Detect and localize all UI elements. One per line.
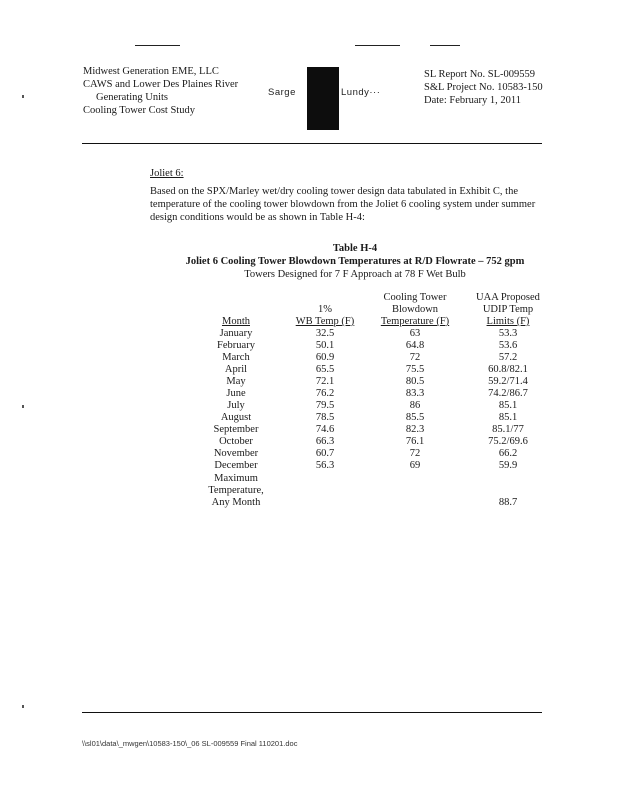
scan-margin-mark: [22, 705, 24, 708]
cell-month: July: [227, 400, 245, 411]
column-header-ct-line1: Cooling Tower: [383, 292, 447, 303]
header-company-block: [83, 65, 238, 117]
cell-wb-temp: 72.1: [315, 376, 335, 387]
intro-paragraph: Based on the SPX/Marley wet/dry cooling tower design data tabulated in Exhibit C, the temperature of the cooling tower blowdown from the Joliet 6 cooling system under summer design conditions would be as shown in Table H-4:: [150, 186, 536, 223]
table-row: [0, 436, 618, 448]
cell-blowdown-temp: 72: [409, 352, 421, 363]
cell-temp-limit: 66.2: [498, 448, 518, 459]
table-row: [0, 460, 618, 472]
cell-temp-limit: 60.8/82.1: [488, 364, 528, 375]
cell-wb-temp: 76.2: [315, 388, 335, 399]
cell-month: February: [217, 340, 255, 351]
cell-temp-limit: 59.2/71.4: [488, 376, 528, 387]
cell-temp-limit: 53.3: [498, 328, 518, 339]
max-label-line3: Any Month: [211, 497, 261, 508]
cell-temp-limit: 85.1/77: [492, 424, 524, 435]
column-header-wb-temp: [285, 304, 365, 328]
table-subtitle: Towers Designed for 7 F Approach at 78 F Wet Bulb: [244, 269, 466, 280]
column-header-uaa-line2: UDIP Temp: [482, 304, 534, 315]
cell-wb-temp: 60.9: [315, 352, 335, 363]
cell-blowdown-temp: 69: [409, 460, 421, 471]
cell-temp-limit: 74.2/86.7: [488, 388, 528, 399]
cell-wb-temp: 50.1: [315, 340, 335, 351]
cell-blowdown-temp: 76.1: [405, 436, 425, 447]
table-row: [0, 376, 618, 388]
column-header-wb-line2: WB Temp (F): [295, 316, 355, 327]
column-header-ct-line3: Temperature (F): [380, 316, 450, 327]
table-row: [0, 352, 618, 364]
cell-temp-limit: 75.2/69.6: [488, 436, 528, 447]
section-heading: Joliet 6:: [150, 168, 184, 179]
cell-month: November: [213, 448, 259, 459]
footer-file-path: \\sl01\data\_mwgen\10583-150\_06 SL-009559 Final 110201.doc: [82, 739, 298, 748]
cell-blowdown-temp: 72: [409, 448, 421, 459]
table-number: Table H-4: [332, 243, 378, 254]
sargent-lundy-logo: [307, 67, 339, 130]
cell-wb-temp: 66.3: [315, 436, 335, 447]
scan-margin-mark: [22, 95, 24, 98]
max-label-line1: Maximum: [214, 473, 258, 484]
cell-month: August: [220, 412, 252, 423]
table-row: [0, 412, 618, 424]
column-header-month: [196, 316, 276, 328]
cell-blowdown-temp: 83.3: [405, 388, 425, 399]
column-header-ct-line2: Blowdown: [391, 304, 439, 315]
cell-month: December: [214, 460, 258, 471]
scan-margin-mark: [22, 405, 24, 408]
top-dash-rule: [355, 45, 400, 46]
header-project: CAWS and Lower Des Plaines River: [83, 79, 239, 90]
table-row: [0, 340, 618, 352]
header-project-number: S&L Project No. 10583-150: [424, 82, 543, 93]
header-report-number: SL Report No. SL-009559: [424, 69, 536, 80]
cell-temp-limit: 85.1: [498, 412, 518, 423]
table-row: [0, 448, 618, 460]
column-header-udip-limits: [468, 292, 548, 328]
column-header-uaa-line3: Limits (F): [486, 316, 530, 327]
cell-blowdown-temp: 63: [409, 328, 421, 339]
logo-text-left: Sarge: [268, 87, 296, 98]
header-units: Generating Units: [96, 92, 169, 103]
cell-month: October: [219, 436, 253, 447]
header-company: Midwest Generation EME, LLC: [83, 66, 219, 77]
cell-wb-temp: 65.5: [315, 364, 335, 375]
table-row: [0, 328, 618, 340]
table-title: Joliet 6 Cooling Tower Blowdown Temperatures at R/D Flowrate – 752 gpm: [185, 256, 525, 267]
table-row: [0, 424, 618, 436]
footer-rule: [82, 712, 542, 713]
cell-wb-temp: 79.5: [315, 400, 335, 411]
table-row: [0, 400, 618, 412]
max-row-label: [196, 473, 276, 509]
cell-month: September: [213, 424, 259, 435]
cell-temp-limit: 59.9: [498, 460, 518, 471]
header-date: Date: February 1, 2011: [424, 95, 522, 106]
table-row: [0, 364, 618, 376]
cell-blowdown-temp: 75.5: [405, 364, 425, 375]
cell-blowdown-temp: 85.5: [405, 412, 425, 423]
max-row-limit: 88.7: [498, 497, 518, 508]
cell-wb-temp: 74.6: [315, 424, 335, 435]
header-rule: [82, 143, 542, 144]
cell-month: May: [226, 376, 246, 387]
cell-wb-temp: 56.3: [315, 460, 335, 471]
cell-month: March: [222, 352, 250, 363]
cell-blowdown-temp: 80.5: [405, 376, 425, 387]
cell-month: June: [226, 388, 246, 399]
top-dash-rule: [430, 45, 460, 46]
cell-temp-limit: 57.2: [498, 352, 518, 363]
header-study: Cooling Tower Cost Study: [83, 105, 195, 116]
column-header-wb-line1: 1%: [318, 304, 332, 315]
max-label-line2: Temperature,: [208, 485, 264, 496]
cell-temp-limit: 85.1: [498, 400, 518, 411]
cell-month: April: [224, 364, 248, 375]
cell-blowdown-temp: 64.8: [405, 340, 425, 351]
cell-temp-limit: 53.6: [498, 340, 518, 351]
cell-wb-temp: 32.5: [315, 328, 335, 339]
table-row: [0, 388, 618, 400]
top-dash-rule: [135, 45, 180, 46]
cell-month: January: [219, 328, 253, 339]
cell-wb-temp: 78.5: [315, 412, 335, 423]
header-report-block: [424, 68, 543, 107]
cell-blowdown-temp: 82.3: [405, 424, 425, 435]
column-header-blowdown-temp: [375, 292, 455, 328]
cell-blowdown-temp: 86: [409, 400, 421, 411]
cell-wb-temp: 60.7: [315, 448, 335, 459]
logo-text-right: Lundy···: [341, 87, 381, 98]
column-header-month-label: Month: [221, 316, 250, 327]
column-header-uaa-line1: UAA Proposed: [476, 292, 540, 303]
